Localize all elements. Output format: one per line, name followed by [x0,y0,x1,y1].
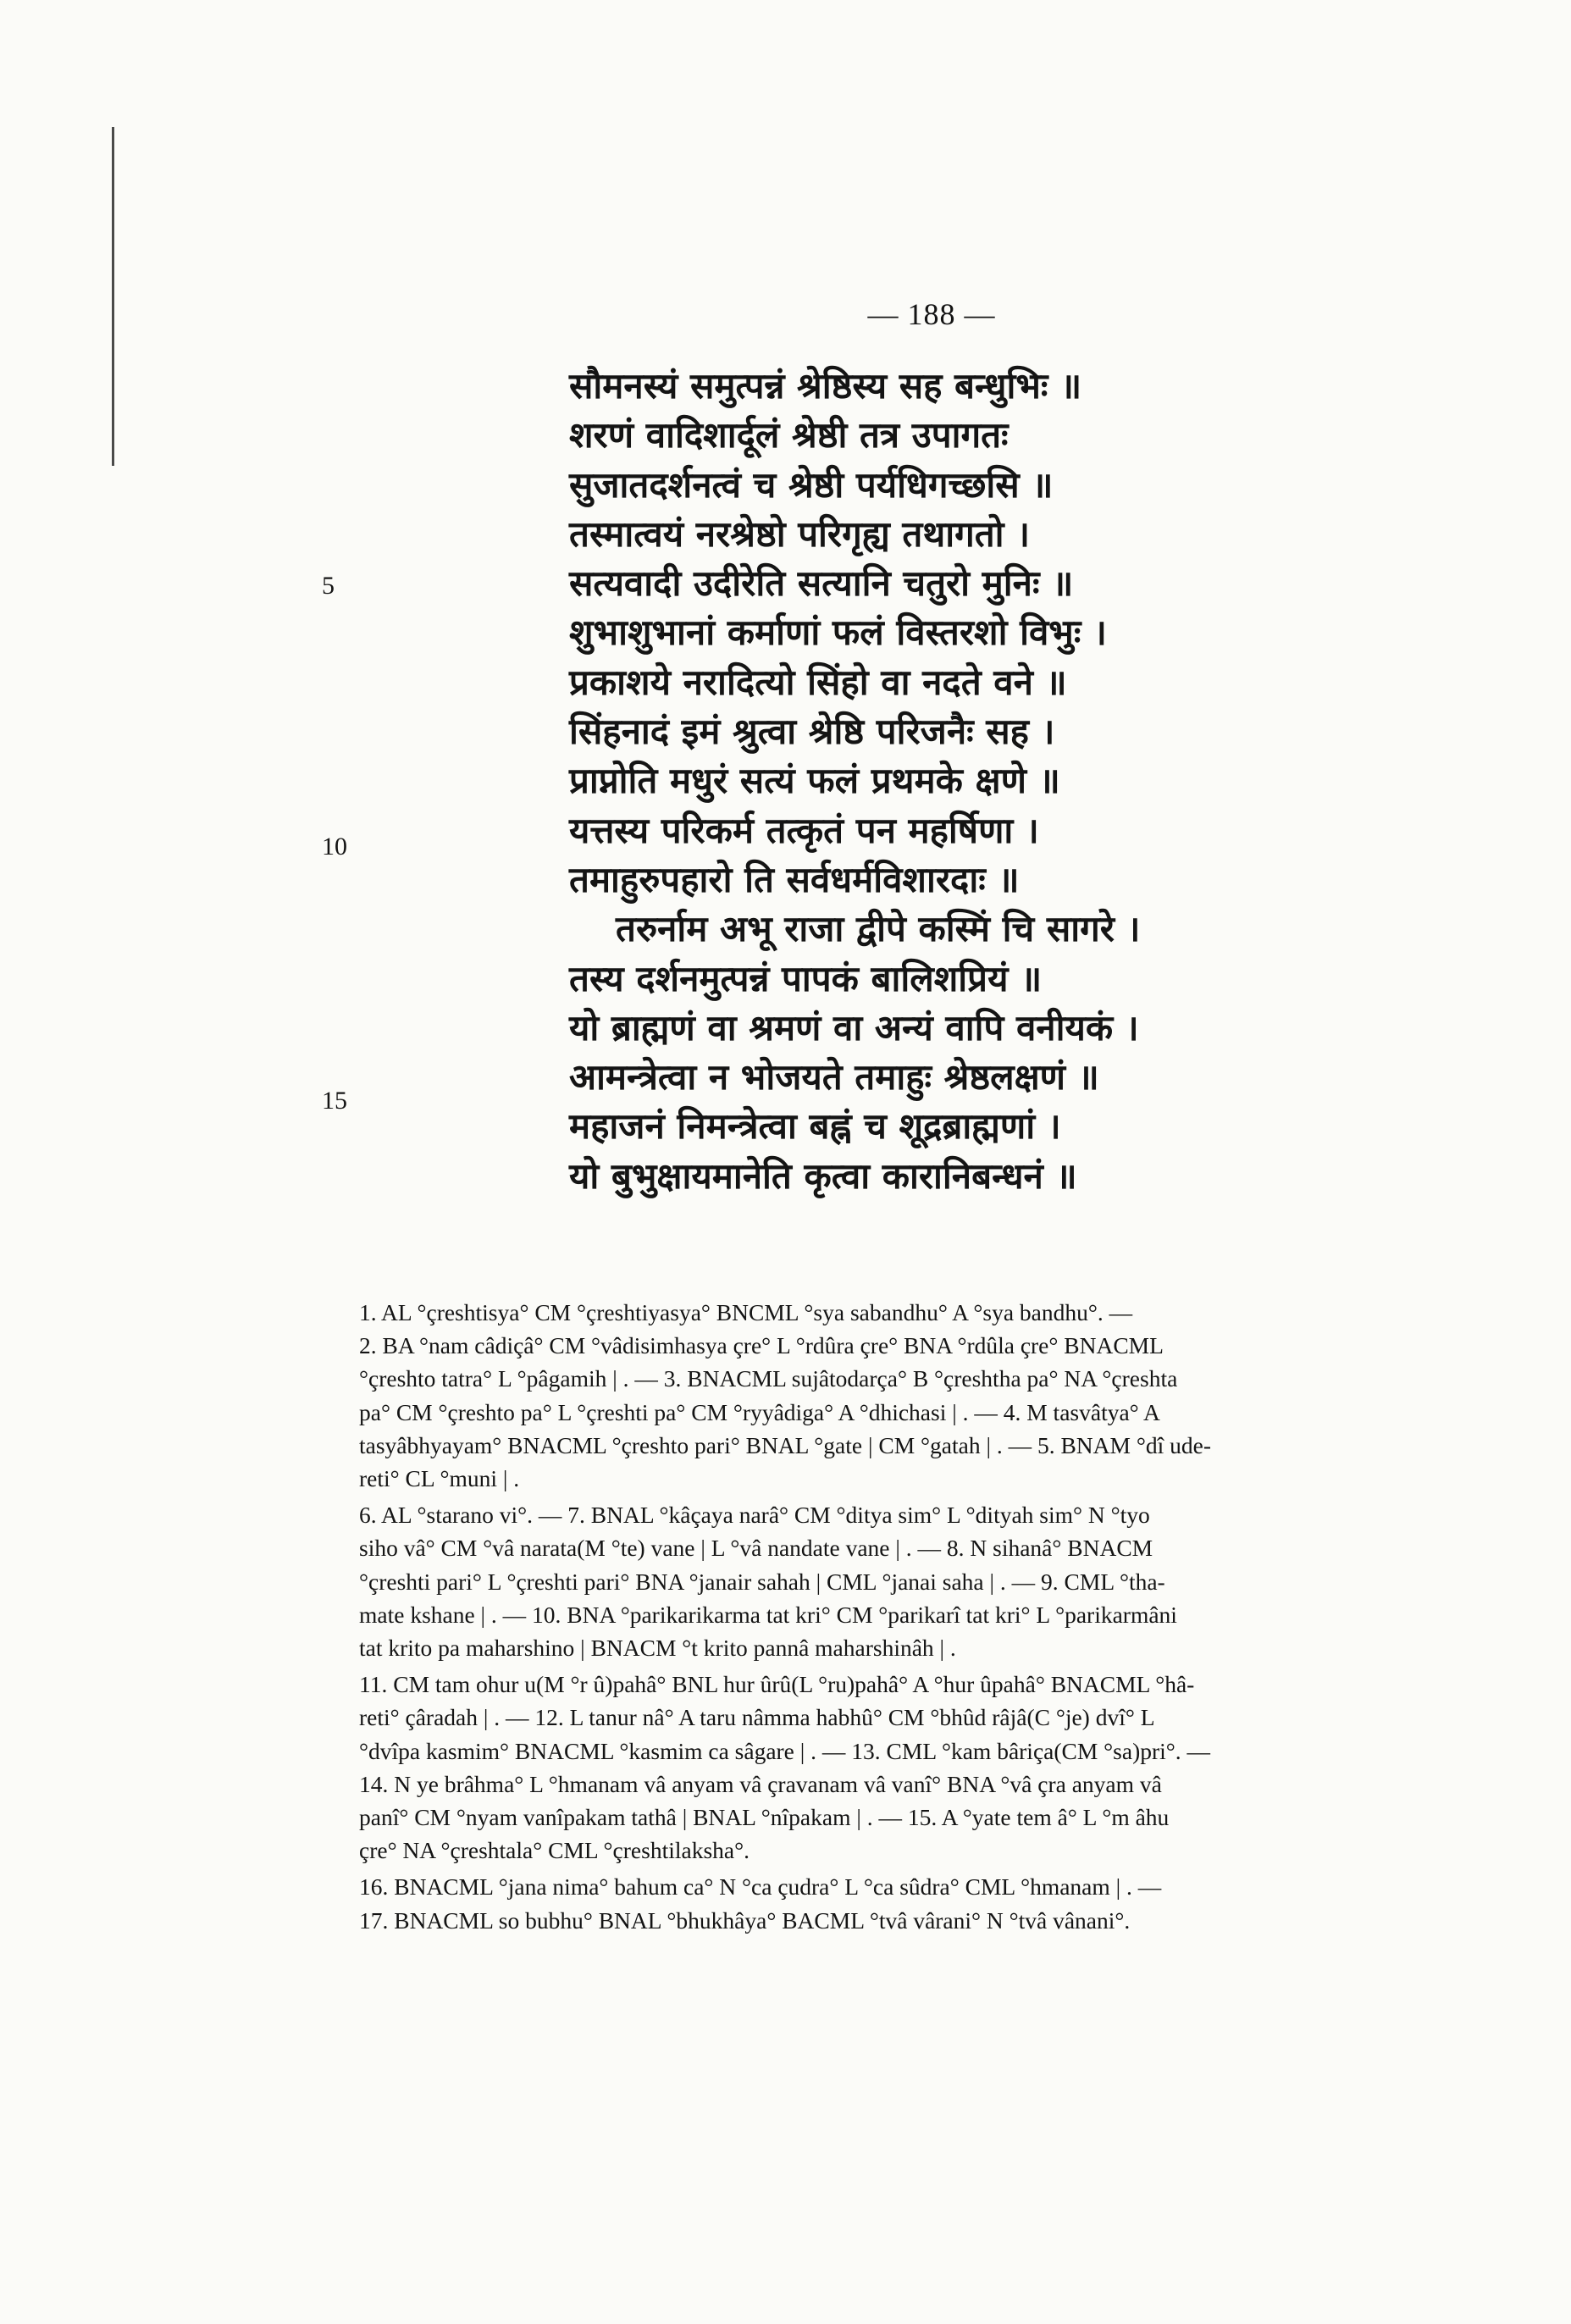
apparatus-line: mate kshane | . — 10. BNA °parikarikarma tat kri° CM °parikarî tat kri° L °parikarmâni [359,1601,1177,1628]
apparatus-line: 11. CM tam ohur u(M °r û)pahâ° BNL hur ûrû(L °ru)pahâ° A °hur ûpahâ° BNACML °hâ- [359,1671,1195,1698]
verse-line: तस्य दर्शनमुत्पन्नं पापकं बालिशप्रियं ॥ [569,957,1043,999]
apparatus-line: reti° CL °muni | . [359,1465,520,1492]
apparatus-line: pa° CM °çreshto pa° L °çreshti pa° CM °ryyâdiga° A °dhichasi | . — 4. M tasvâtya° A [359,1398,1160,1425]
apparatus-paragraph [339,1296,1440,1495]
verse-line: सत्यवादी उदीरेति सत्यानि चतुरो मुनिः ॥ [569,562,1074,605]
line-number: 5 [322,572,335,600]
verse-line: आमन्त्रेत्वा न भोजयते तमाहुः श्रेष्ठलक्षणं ॥ [569,1056,1099,1098]
verse-line: महाजनं निमन्त्रेत्वा बह्नं च शूद्रब्राह्मणां । [569,1105,1061,1148]
apparatus-line: °çreshto tatra° L °pâgamih | . — 3. BNACML sujâtodarça° B °çreshtha pa° NA °çreshta [359,1365,1178,1392]
apparatus-line: panî° CM °nyam vanîpakam tathâ | BNAL °nîpakam | . — 15. A °yate tem â° L °m âhu [359,1804,1170,1831]
verse-line: शुभाशुभानां कर्माणां फलं विस्तरशो विभुः । [569,611,1107,654]
apparatus-line: siho vâ° CM °vâ narata(M °te) vane | L °vâ nandate vane | . — 8. N sihanâ° BNACM [359,1535,1153,1562]
apparatus-line: tasyâbhyayam° BNACML °çreshto pari° BNAL °gate | CM °gatah | . — 5. BNAM °dî ude- [359,1431,1211,1458]
apparatus-paragraph [339,1870,1440,1936]
apparatus-line: °çreshti pari° L °çreshti pari° BNA °janair sahah | CML °janai saha | . — 9. CML °tha- [359,1568,1165,1595]
verse-line: यत्तस्य परिकर्म तत्कृतं पन महर्षिणा । [569,809,1039,851]
apparatus-line: çre° NA °çreshtala° CML °çreshtilaksha°. [359,1837,750,1864]
verse-line: यो ब्राह्मणं वा श्रमणं वा अन्यं वापि वनीयकं । [569,1006,1139,1049]
apparatus-paragraph [339,1668,1440,1867]
verse-line: प्राप्नोति मधुरं सत्यं फलं प्रथमके क्षणे ॥ [569,760,1060,802]
apparatus-line: 1. AL °çreshtisya° CM °çreshtiyasya° BNCML °sya sabandhu° A °sya bandhu°. — [359,1299,1133,1325]
apparatus-line: reti° çâradah | . — 12. L tanur nâ° A taru nâmma habhû° CM °bhûd râjâ(C °je) dvî° L [359,1704,1155,1731]
apparatus-line: 14. N ye brâhma° L °hmanam vâ anyam vâ çravanam vâ vanî° BNA °vâ çra anyam vâ [359,1770,1162,1797]
verse-line: शरणं वादिशार्दूलं श्रेष्ठी तत्र उपागतः [569,414,1009,456]
apparatus-line: tat krito pa maharshino | BNACM °t krito pannâ maharshinâh | . [359,1635,956,1662]
apparatus-line: 2. BA °nam câdiçâ° CM °vâdisimhasya çre° L °rdûra çre° BNA °rdûla çre° BNACML [359,1332,1164,1359]
verse-line: सिंहनादं इमं श्रुत्वा श्रेष्ठि परिजनैः सह । [569,711,1055,753]
apparatus-line: 17. BNACML so bubhu° BNAL °bhukhâya° BACML °tvâ vârani° N °tvâ vânani°. [359,1906,1131,1934]
verse-block [569,362,1467,1201]
verse-line: प्रकाशये नरादित्यो सिंहो वा नदते वने ॥ [569,661,1067,703]
verse-line: तमाहुरुपहारो ति सर्वधर्मविशारदाः ॥ [569,858,1020,900]
apparatus-line: °dvîpa kasmim° BNACML °kasmim ca sâgare | . — 13. CML °kam bâriça(CM °sa)pri°. — [359,1737,1211,1764]
verse-line: सुजातदर्शनत्वं च श्रेष्ठी पर्यधिगच्छसि ॥ [569,463,1054,506]
line-number: 15 [322,1087,347,1115]
verse-line: तस्मात्वयं नरश्रेष्ठो परिगृह्य तथागतो । [569,512,1031,555]
verse-line: तरुर्नाम अभू राजा द्वीपे कस्मिं चि सागरे । [616,908,1141,950]
page-number: — 188 — [867,297,996,331]
apparatus-paragraph [339,1498,1440,1664]
verse-line: यो बुभुक्षायमानेति कृत्वा कारानिबन्धनं ॥ [569,1154,1077,1197]
critical-apparatus [339,1296,1440,1940]
apparatus-line: 16. BNACML °jana nima° bahum ca° N °ca çudra° L °ca sûdra° CML °hmanam | . — [359,1873,1162,1901]
apparatus-line: 6. AL °starano vi°. — 7. BNAL °kâçaya narâ° CM °ditya sim° L °dityah sim° N °tyo [359,1502,1150,1529]
line-number: 10 [322,833,347,860]
verse-line: सौमनस्यं समुत्पन्नं श्रेष्ठिस्य सह बन्धुभिः ॥ [569,365,1082,407]
